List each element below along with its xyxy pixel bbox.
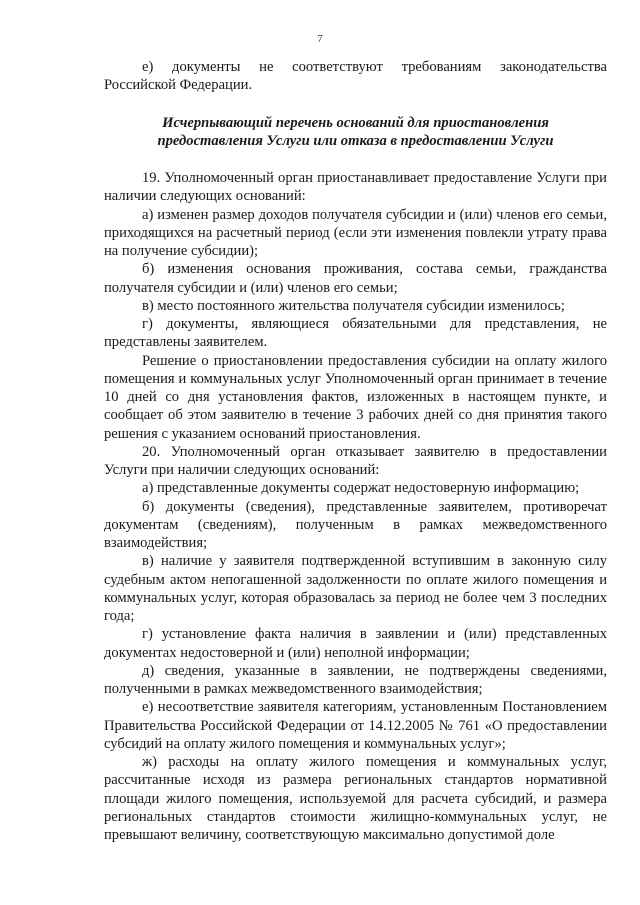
paragraph-20-b: б) документы (сведения), представленные заявителем, противоречат документам (сведениям), полученным в рамках межведомственного взаимодействия; [104, 498, 607, 551]
paragraph-20-a: а) представленные документы содержат недостоверную информацию; [142, 480, 580, 497]
paragraph-20-v: в) наличие у заявителя подтвержденной вступившим в законную силу судебным актом непогашенной задолженности по оплате жилого помещения и коммунальных услуг, которая образовалась за период не более чем 3 последних года; [104, 553, 607, 624]
paragraph-19-intro: 19. Уполномоченный орган приостанавливает предоставление Услуги при наличии следующих оснований: [104, 170, 607, 205]
paragraph-20-e: е) несоответствие заявителя категориям, установленным Постановлением Правительства Российской Федерации от 14.12.2005 № 761 «О предоставлении субсидий на оплату жилого помещения и коммунальных услуг»; [104, 699, 607, 752]
section-heading-line-2: предоставления Услуги или отказа в предоставлении Услуги [157, 132, 554, 149]
document-body [104, 58, 607, 844]
paragraph-19-v: в) место постоянного жительства получателя субсидии изменилось; [142, 297, 565, 314]
paragraph-19-a: а) изменен размер доходов получателя субсидии и (или) членов его семьи, приходящихся на расчетный период (если эти изменения повлекли утрату права на получение субсидии); [104, 206, 607, 259]
paragraph-item-e-prev: е) документы не соответствуют требованиям законодательства Российской Федерации. [104, 59, 607, 94]
paragraph-20-d: д) сведения, указанные в заявлении, не подтверждены сведениями, полученными в рамках межведомственного взаимодействия; [104, 662, 607, 697]
paragraph-20-g: г) установление факта наличия в заявлении и (или) представленных документах недостоверной и (или) неполной информации; [104, 626, 607, 661]
page-number: 7 [317, 33, 323, 45]
section-heading [104, 114, 607, 151]
paragraph-20-intro: 20. Уполномоченный орган отказывает заявителю в предоставлении Услуги при наличии следующих оснований: [104, 443, 607, 478]
paragraph-19-g: г) документы, являющиеся обязательными для представления, не представлены заявителем. [104, 316, 607, 351]
paragraph-19-decision: Решение о приостановлении предоставления субсидии на оплату жилого помещения и коммунальных услуг Уполномоченный орган принимает в течение 10 дней со дня установления фактов, изложенных в настоящем пункте, и сообщает об этом заявителю в течение 3 рабочих дней со дня принятия такого решения с указанием оснований приостановления. [104, 352, 607, 442]
paragraph-19-b: б) изменения основания проживания, состава семьи, гражданства получателя субсидии и (или) членов его семьи; [104, 261, 607, 296]
section-heading-line-1: Исчерпывающий перечень оснований для приостановления [162, 114, 549, 131]
paragraph-20-zh: ж) расходы на оплату жилого помещения и коммунальных услуг, рассчитанные исходя из размера региональных стандартов нормативной площади жилого помещения, используемой для расчета субсидий, и размера региональных стандартов стоимости жилищно-коммунальных услуг, не превышают величину, соответствующую максимально допустимой доле [104, 754, 607, 843]
